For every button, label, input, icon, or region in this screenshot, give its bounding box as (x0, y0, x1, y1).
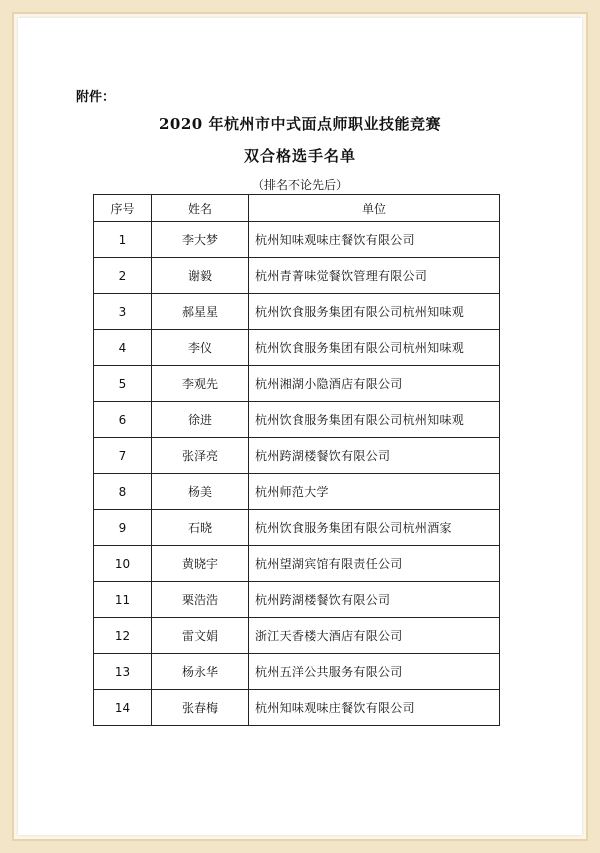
table-row (94, 618, 500, 654)
row-name: 石晓 (152, 510, 249, 546)
row-index: 6 (94, 402, 152, 438)
row-name: 李仪 (152, 330, 249, 366)
row-name: 杨美 (152, 474, 249, 510)
row-org: 杭州饮食服务集团有限公司杭州知味观 (249, 402, 500, 438)
row-org: 杭州望湖宾馆有限责任公司 (249, 546, 500, 582)
table-row (94, 258, 500, 294)
row-org: 杭州饮食服务集团有限公司杭州知味观 (249, 330, 500, 366)
row-name: 谢毅 (152, 258, 249, 294)
row-org: 杭州湘湖小隐酒店有限公司 (249, 366, 500, 402)
row-org: 杭州知味观味庄餐饮有限公司 (249, 690, 500, 726)
row-name: 张春梅 (152, 690, 249, 726)
document-title: 2020 年杭州市中式面点师职业技能竞赛 (159, 115, 441, 133)
table-row (94, 222, 500, 258)
table-row (94, 654, 500, 690)
table-row (94, 474, 500, 510)
row-name: 李观先 (152, 366, 249, 402)
row-org: 杭州青菁味觉餐饮管理有限公司 (249, 258, 500, 294)
contestant-table (93, 194, 500, 726)
row-org: 杭州知味观味庄餐饮有限公司 (249, 222, 500, 258)
row-index: 14 (94, 690, 152, 726)
table-row (94, 366, 500, 402)
order-note: （排名不论先后） (251, 178, 348, 192)
row-name: 徐进 (152, 402, 249, 438)
document-subtitle: 双合格选手名单 (243, 147, 356, 165)
row-index: 7 (94, 438, 152, 474)
row-index: 2 (94, 258, 152, 294)
row-index: 8 (94, 474, 152, 510)
row-name: 李大梦 (152, 222, 249, 258)
attachment-label: 附件： (76, 90, 116, 105)
row-index: 11 (94, 582, 152, 618)
row-org: 杭州五洋公共服务有限公司 (249, 654, 500, 690)
row-org: 浙江天香楼大酒店有限公司 (249, 618, 500, 654)
row-org: 杭州饮食服务集团有限公司杭州知味观 (249, 294, 500, 330)
row-index: 13 (94, 654, 152, 690)
header-org: 单位 (249, 195, 500, 222)
row-index: 4 (94, 330, 152, 366)
header-name: 姓名 (152, 195, 249, 222)
table-row (94, 402, 500, 438)
table-row (94, 294, 500, 330)
table-row (94, 690, 500, 726)
table-row (94, 510, 500, 546)
row-index: 1 (94, 222, 152, 258)
row-name: 张泽亮 (152, 438, 249, 474)
row-name: 栗浩浩 (152, 582, 249, 618)
table-row (94, 438, 500, 474)
row-index: 9 (94, 510, 152, 546)
row-index: 12 (94, 618, 152, 654)
row-org: 杭州跨湖楼餐饮有限公司 (249, 582, 500, 618)
row-name: 杨永华 (152, 654, 249, 690)
table-header-row (94, 195, 500, 222)
header-index: 序号 (94, 195, 152, 222)
table-row (94, 582, 500, 618)
row-name: 雷文娟 (152, 618, 249, 654)
row-org: 杭州跨湖楼餐饮有限公司 (249, 438, 500, 474)
row-name: 黄晓宇 (152, 546, 249, 582)
table-row (94, 546, 500, 582)
row-index: 10 (94, 546, 152, 582)
row-name: 郝星星 (152, 294, 249, 330)
row-index: 5 (94, 366, 152, 402)
row-index: 3 (94, 294, 152, 330)
row-org: 杭州师范大学 (249, 474, 500, 510)
row-org: 杭州饮食服务集团有限公司杭州酒家 (249, 510, 500, 546)
table-row (94, 330, 500, 366)
